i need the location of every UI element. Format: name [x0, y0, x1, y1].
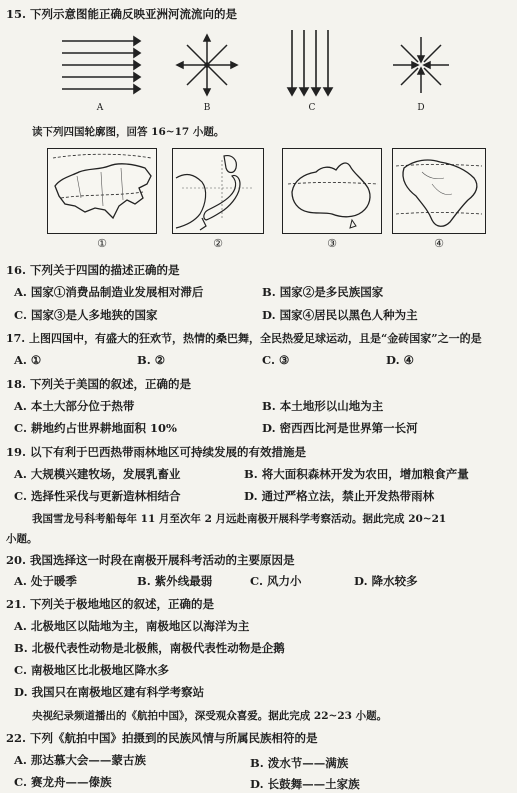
figure-b-star-outward-arrows	[175, 33, 239, 97]
map-brazil-outline	[392, 148, 486, 234]
question-16-stem: 16. 下列关于四国的描述正确的是	[6, 263, 180, 277]
intro-22-23: 央视纪录频道播出的《航拍中国》，深受观众喜爱。据此完成 22~23 小题。	[32, 710, 388, 722]
figure-c-parallel-arrows-down	[288, 30, 338, 96]
question-22-option-d[interactable]: D. 长鼓舞——土家族	[250, 777, 360, 791]
question-20-stem: 20. 我国选择这一时段在南极开展科考活动的主要原因是	[6, 553, 295, 567]
question-19-option-d[interactable]: D. 通过严格立法，禁止开发热带雨林	[244, 489, 435, 503]
question-17-option-d[interactable]: D. ④	[386, 353, 414, 367]
intro-16-17: 读下列四国轮廓图，回答 16~17 小题。	[32, 126, 225, 138]
map-label-2: ②	[213, 237, 223, 250]
question-19-stem: 19. 以下有利于巴西热带雨林地区可持续发展的有效措施是	[6, 445, 307, 459]
map-label-3: ③	[327, 237, 337, 250]
question-16-option-a[interactable]: A. 国家①消费品制造业发展相对滞后	[14, 285, 204, 299]
question-16-option-c[interactable]: C. 国家③是人多地狭的国家	[14, 308, 158, 322]
question-20-option-b[interactable]: B. 紫外线最弱	[137, 574, 213, 588]
intro-20-21-line1: 我国雪龙号科考船每年 11 月至次年 2 月远赴南极开展科学考察活动。据此完成 20~21	[32, 513, 447, 525]
question-20-option-d[interactable]: D. 降水较多	[354, 574, 418, 588]
map-japan-outline	[172, 148, 264, 234]
question-19-option-b[interactable]: B. 将大面积森林开发为农田，增加粮食产量	[244, 467, 469, 481]
figure-a-parallel-arrows-right	[60, 35, 140, 95]
question-16-option-d[interactable]: D. 国家④居民以黑色人种为主	[262, 308, 418, 322]
question-22-stem: 22. 下列《航拍中国》拍摄到的民族风情与所属民族相符的是	[6, 731, 318, 745]
question-17-option-a[interactable]: A. ①	[14, 353, 42, 367]
question-18-option-d[interactable]: D. 密西西比河是世界第一长河	[262, 421, 418, 435]
question-22-option-a[interactable]: A. 那达慕大会——蒙古族	[14, 753, 146, 767]
question-17-option-c[interactable]: C. ③	[262, 353, 290, 367]
question-18-option-c[interactable]: C. 耕地约占世界耕地面积 10%	[14, 421, 177, 435]
question-19-option-a[interactable]: A. 大规模兴建牧场，发展乳畜业	[14, 467, 181, 481]
question-20-option-c[interactable]: C. 风力小	[250, 574, 302, 588]
question-19-option-c[interactable]: C. 选择性采伐与更新造林相结合	[14, 489, 181, 503]
figure-c-label: C	[308, 103, 316, 113]
question-22-option-c[interactable]: C. 赛龙舟——傣族	[14, 775, 112, 789]
question-18-option-a[interactable]: A. 本土大部分位于热带	[14, 399, 135, 413]
map-australia-outline	[282, 148, 382, 234]
map-label-1: ①	[97, 237, 107, 250]
question-21-option-d[interactable]: D. 我国只在南极地区建有科学考察站	[14, 685, 205, 699]
question-17-option-b[interactable]: B. ②	[137, 353, 166, 367]
question-21-option-a[interactable]: A. 北极地区以陆地为主，南极地区以海洋为主	[14, 619, 250, 633]
figure-a-label: A	[96, 103, 104, 113]
question-15-stem: 15. 下列示意图能正确反映亚洲河流流向的是	[6, 7, 238, 21]
figure-b-label: B	[203, 103, 211, 113]
question-21-option-c[interactable]: C. 南极地区比北极地区降水多	[14, 663, 169, 677]
question-18-stem: 18. 下列关于美国的叙述，正确的是	[6, 377, 192, 391]
map-label-4: ④	[434, 237, 444, 250]
map-russia-outline	[47, 148, 157, 234]
question-16-option-b[interactable]: B. 国家②是多民族国家	[262, 285, 384, 299]
question-20-option-a[interactable]: A. 处于暖季	[14, 574, 77, 588]
question-21-stem: 21. 下列关于极地地区的叙述，正确的是	[6, 597, 215, 611]
intro-20-21-line2: 小题。	[6, 533, 38, 545]
question-21-option-b[interactable]: B. 北极代表性动物是北极熊，南极代表性动物是企鹅	[14, 641, 285, 655]
figure-d-label: D	[417, 103, 425, 113]
figure-d-star-inward-arrows	[389, 33, 453, 97]
question-18-option-b[interactable]: B. 本土地形以山地为主	[262, 399, 384, 413]
question-17-stem: 17. 上图四国中，有盛大的狂欢节，热情的桑巴舞，全民热爱足球运动，且是“金砖国家”之一的是	[6, 332, 482, 345]
question-22-option-b[interactable]: B. 泼水节——满族	[250, 756, 349, 770]
